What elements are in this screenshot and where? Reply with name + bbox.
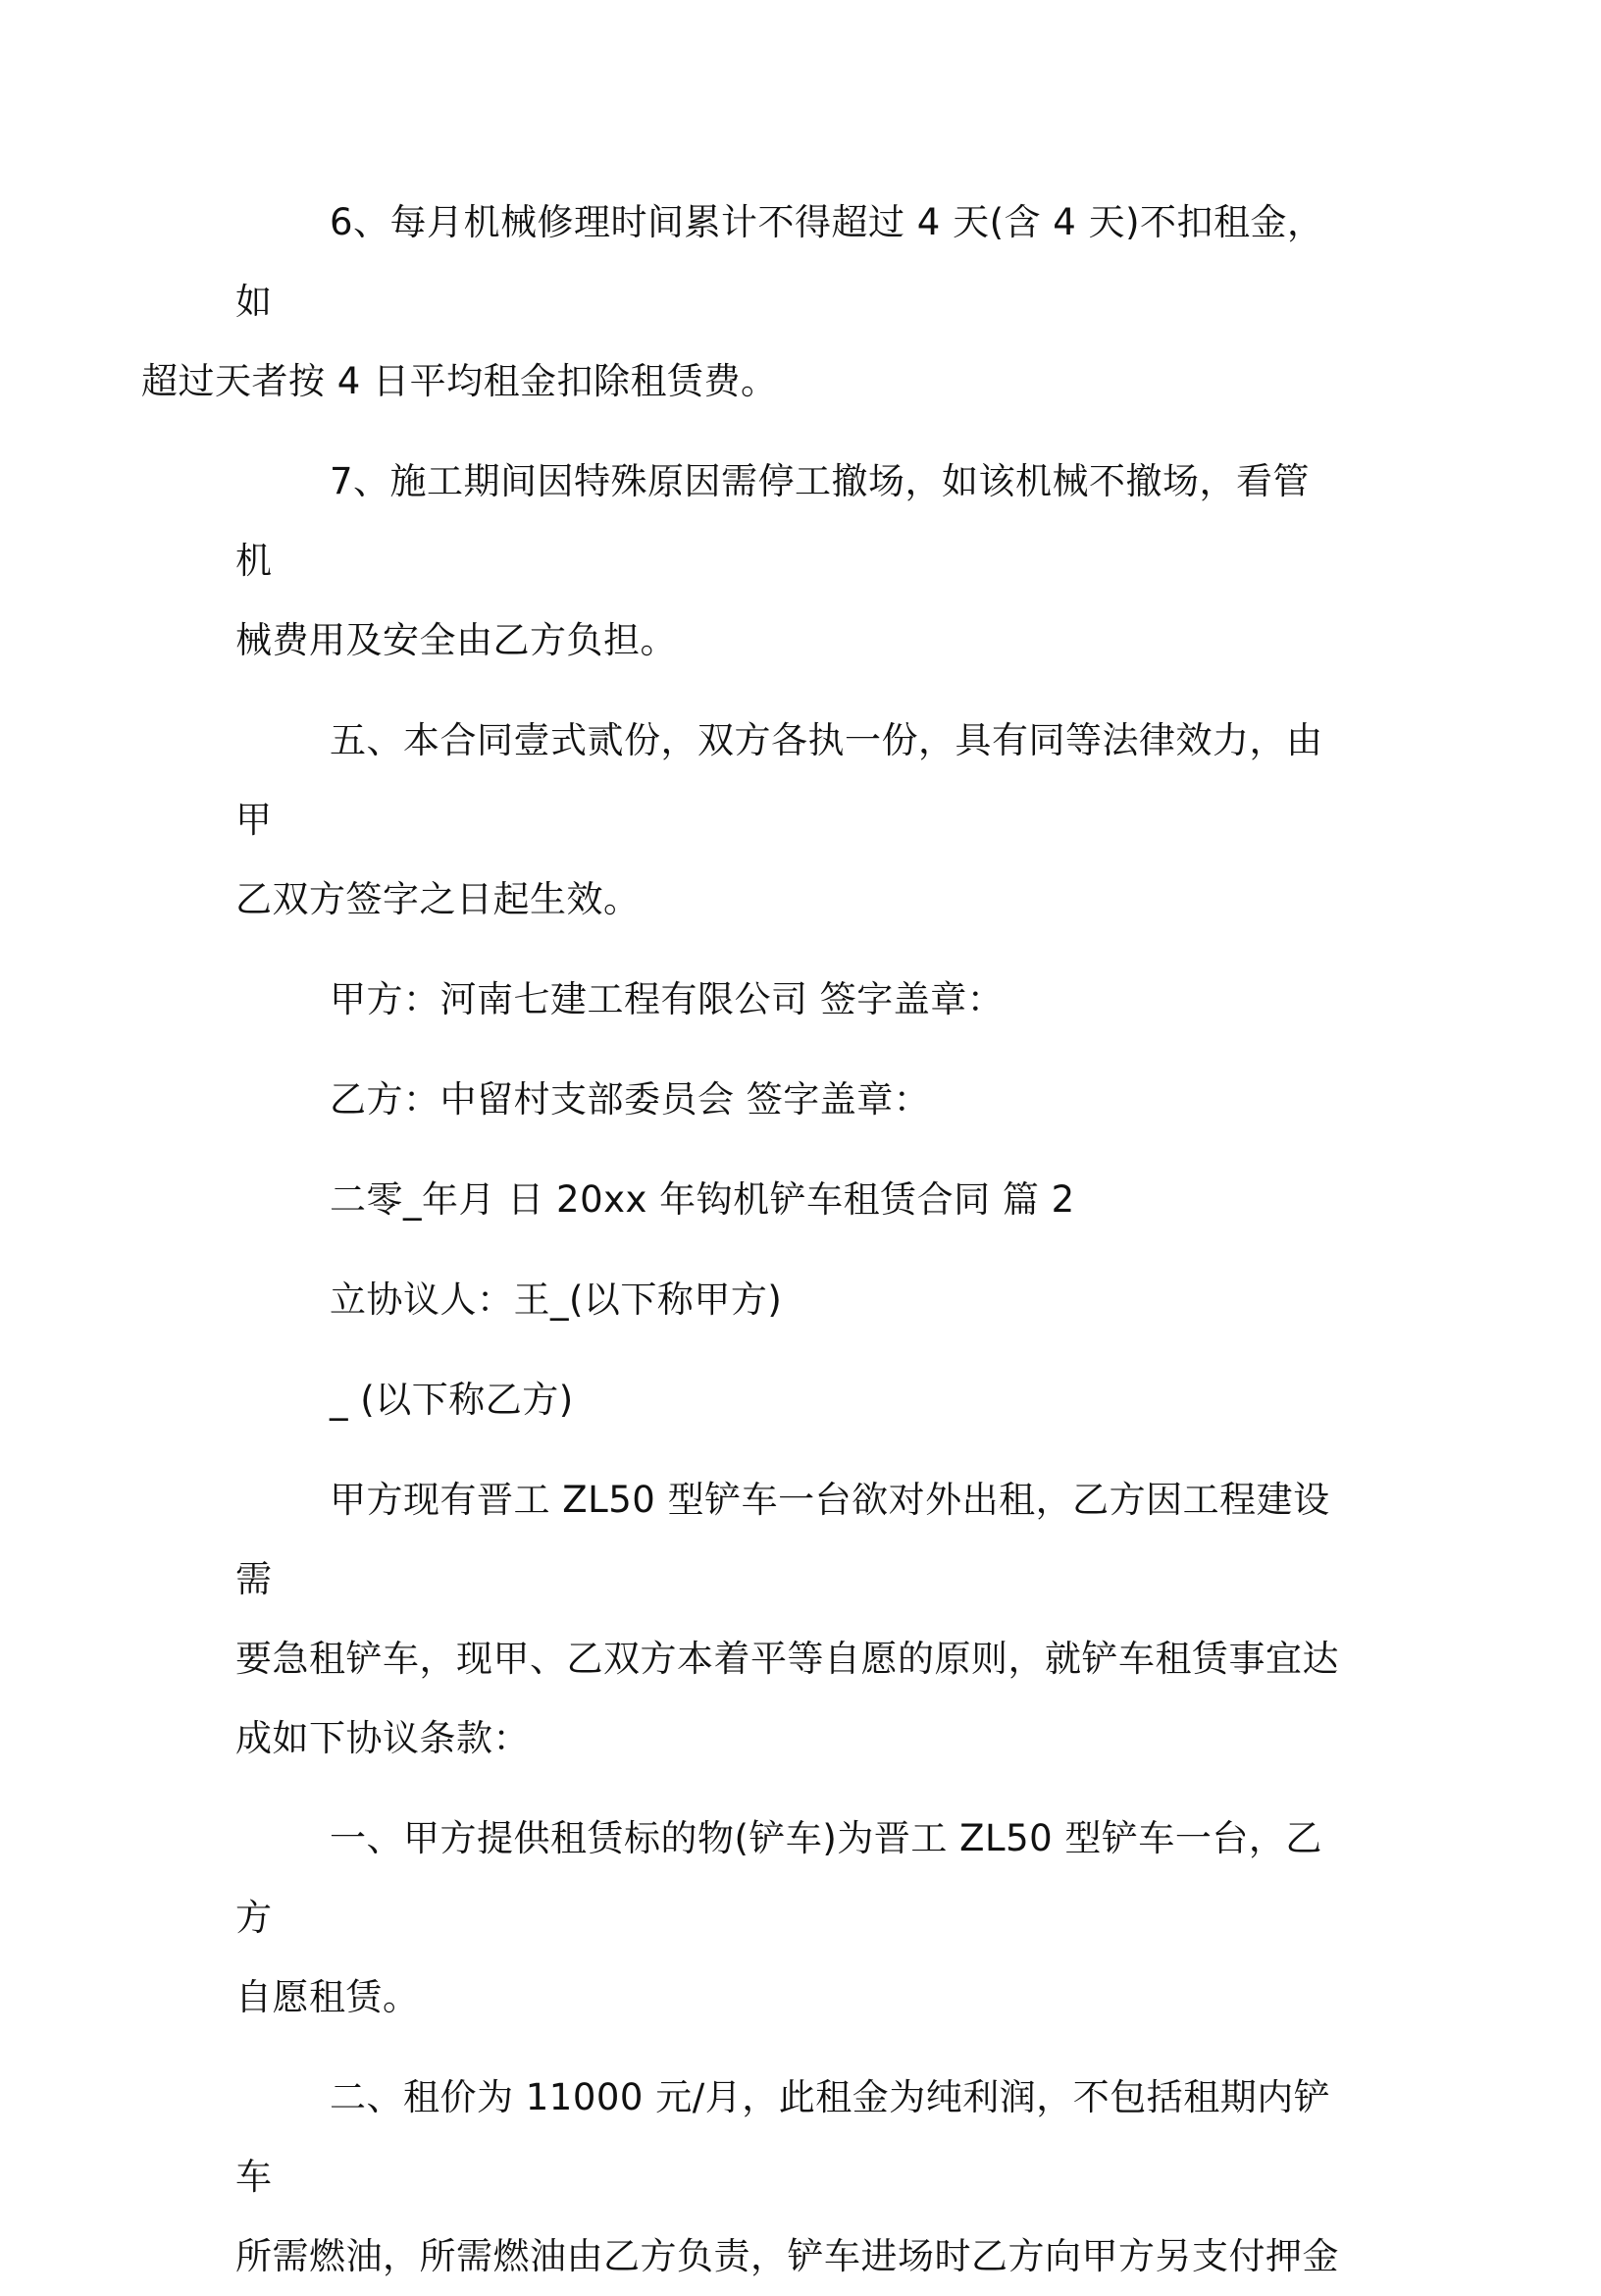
text-line: 所需燃油，所需燃油由乙方负责，铲车进场时乙方向甲方另支付押金 xyxy=(235,2235,1339,2277)
text-line: 乙方：中留村支部委员会 签字盖章： xyxy=(330,1078,931,1121)
clause-five xyxy=(235,701,1344,939)
clause-6 xyxy=(141,183,1344,421)
clause-one xyxy=(235,1799,1344,2037)
text-line: 要急租铲车，现甲、乙双方本着平等自愿的原则，就铲车租赁事宜达 xyxy=(235,1638,1339,1680)
text-line: 自愿租赁。 xyxy=(235,1976,420,2018)
text-line: 甲方现有晋工 ZL50 型铲车一台欲对外出租，乙方因工程建设需 xyxy=(235,1479,1330,1600)
text-line: _ (以下称乙方) xyxy=(330,1379,574,1421)
text-line: 二、租价为 11000 元/月，此租金为纯利润，不包括租期内铲车 xyxy=(235,2076,1331,2198)
text-line: 乙双方签字之日起生效。 xyxy=(235,878,641,920)
text-line: 超过天者按 4 日平均租金扣除租赁费。 xyxy=(141,360,778,402)
clause-two xyxy=(235,2058,1344,2296)
text-line: 7、施工期间因特殊原因需停工撤场，如该机械不撤场，看管机 xyxy=(235,460,1311,582)
clause-7 xyxy=(235,442,1344,680)
text-line: 五、本合同壹式贰份，双方各执一份，具有同等法律效力，由甲 xyxy=(235,719,1323,841)
text-line: 6、每月机械修理时间累计不得超过 4 天(含 4 天)不扣租金，如 xyxy=(235,201,1324,323)
party-a-signature xyxy=(235,960,1344,1039)
text-line: 成如下协议条款： xyxy=(235,1717,530,1759)
text-line: 甲方：河南七建工程有限公司 签字盖章： xyxy=(330,978,1005,1020)
text-line: 立协议人：王_(以下称甲方) xyxy=(330,1278,783,1321)
text-line: 一、甲方提供租赁标的物(铲车)为晋工 ZL50 型铲车一台，乙方 xyxy=(235,1817,1322,1939)
date-and-contract-title xyxy=(235,1160,1344,1239)
agreement-party-b xyxy=(235,1360,1344,1439)
text-line: 二零_年月 日 20xx 年钩机铲车租赁合同 篇 2 xyxy=(330,1178,1075,1221)
text-line: 械费用及安全由乙方负担。 xyxy=(235,619,677,661)
intro-paragraph xyxy=(235,1460,1344,1778)
party-b-signature xyxy=(235,1060,1344,1139)
document-body xyxy=(141,183,1344,2296)
agreement-party-a xyxy=(235,1260,1344,1339)
